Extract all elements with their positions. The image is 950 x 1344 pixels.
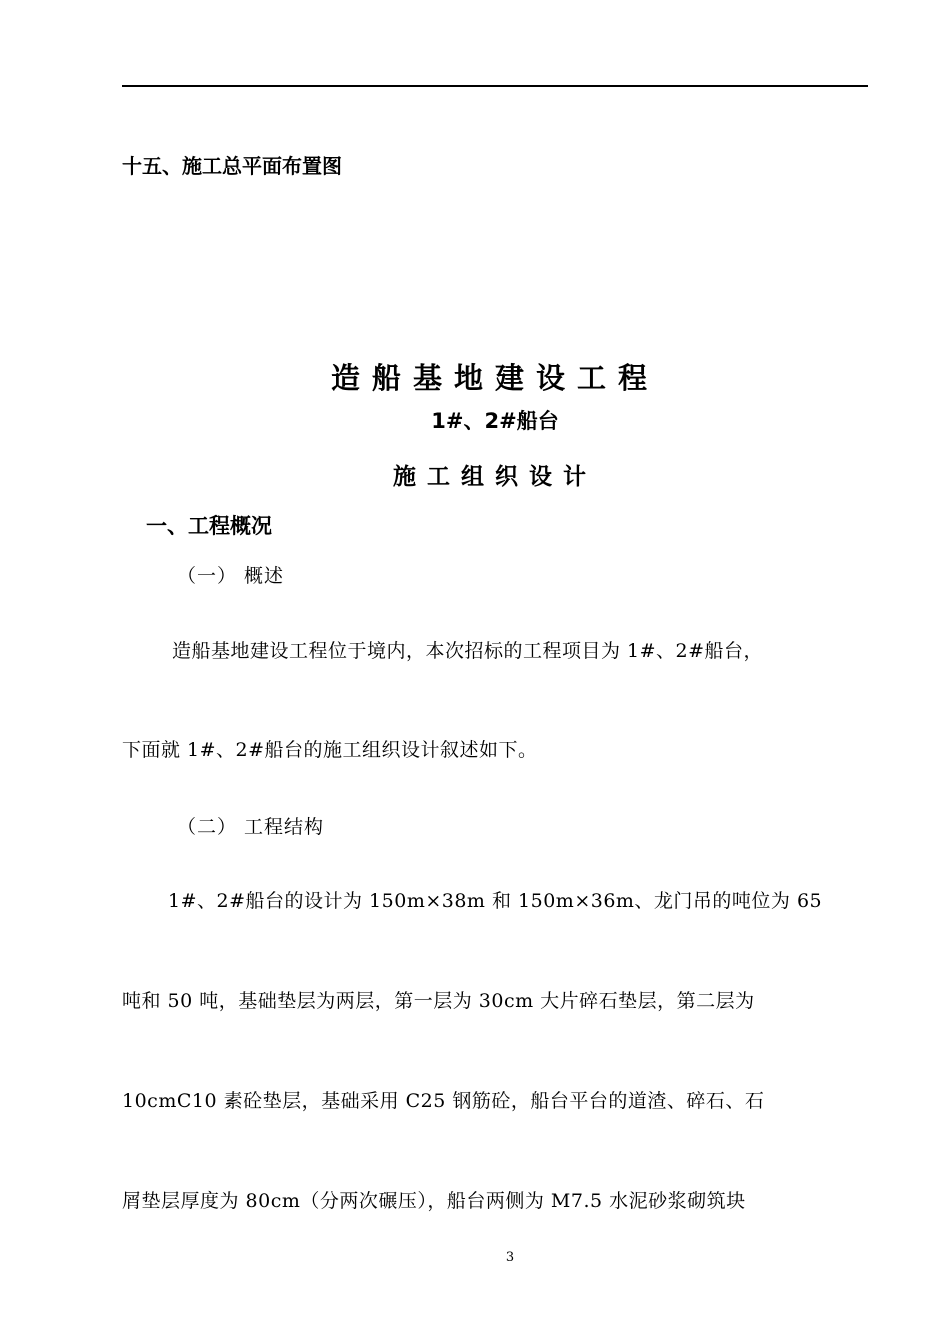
section-heading-15: 十五、施工总平面布置图: [122, 154, 342, 178]
subsection-heading-structure: （二） 工程结构: [177, 816, 325, 838]
paragraph-line: 吨和 50 吨，基础垫层为两层，第一层为 30cm 大片碎石垫层，第二层为: [122, 990, 755, 1012]
document-title-design: 施工组织设计: [393, 464, 597, 490]
page-number: 3: [505, 1250, 515, 1265]
header-rule: [122, 85, 868, 87]
chapter-heading: 一、工程概况: [146, 514, 272, 538]
paragraph-line: 屑垫层厚度为 80cm（分两次碾压），船台两侧为 M7.5 水泥砂浆砌筑块: [122, 1190, 746, 1212]
document-title: 造船基地建设工程: [330, 361, 659, 395]
subsection-heading-overview: （一） 概述: [177, 565, 285, 587]
paragraph-line: 下面就 1#、2#船台的施工组织设计叙述如下。: [122, 739, 538, 761]
paragraph-line: 10cmC10 素砼垫层，基础采用 C25 钢筋砼，船台平台的道渣、碎石、石: [122, 1090, 765, 1112]
document-subtitle: 1#、2#船台: [431, 409, 559, 433]
paragraph-line: 造船基地建设工程位于境内，本次招标的工程项目为 1#、2#船台，: [172, 640, 764, 662]
paragraph-line: 1#、2#船台的设计为 150m×38m 和 150m×36m、龙门吊的吨位为 65: [168, 890, 823, 912]
